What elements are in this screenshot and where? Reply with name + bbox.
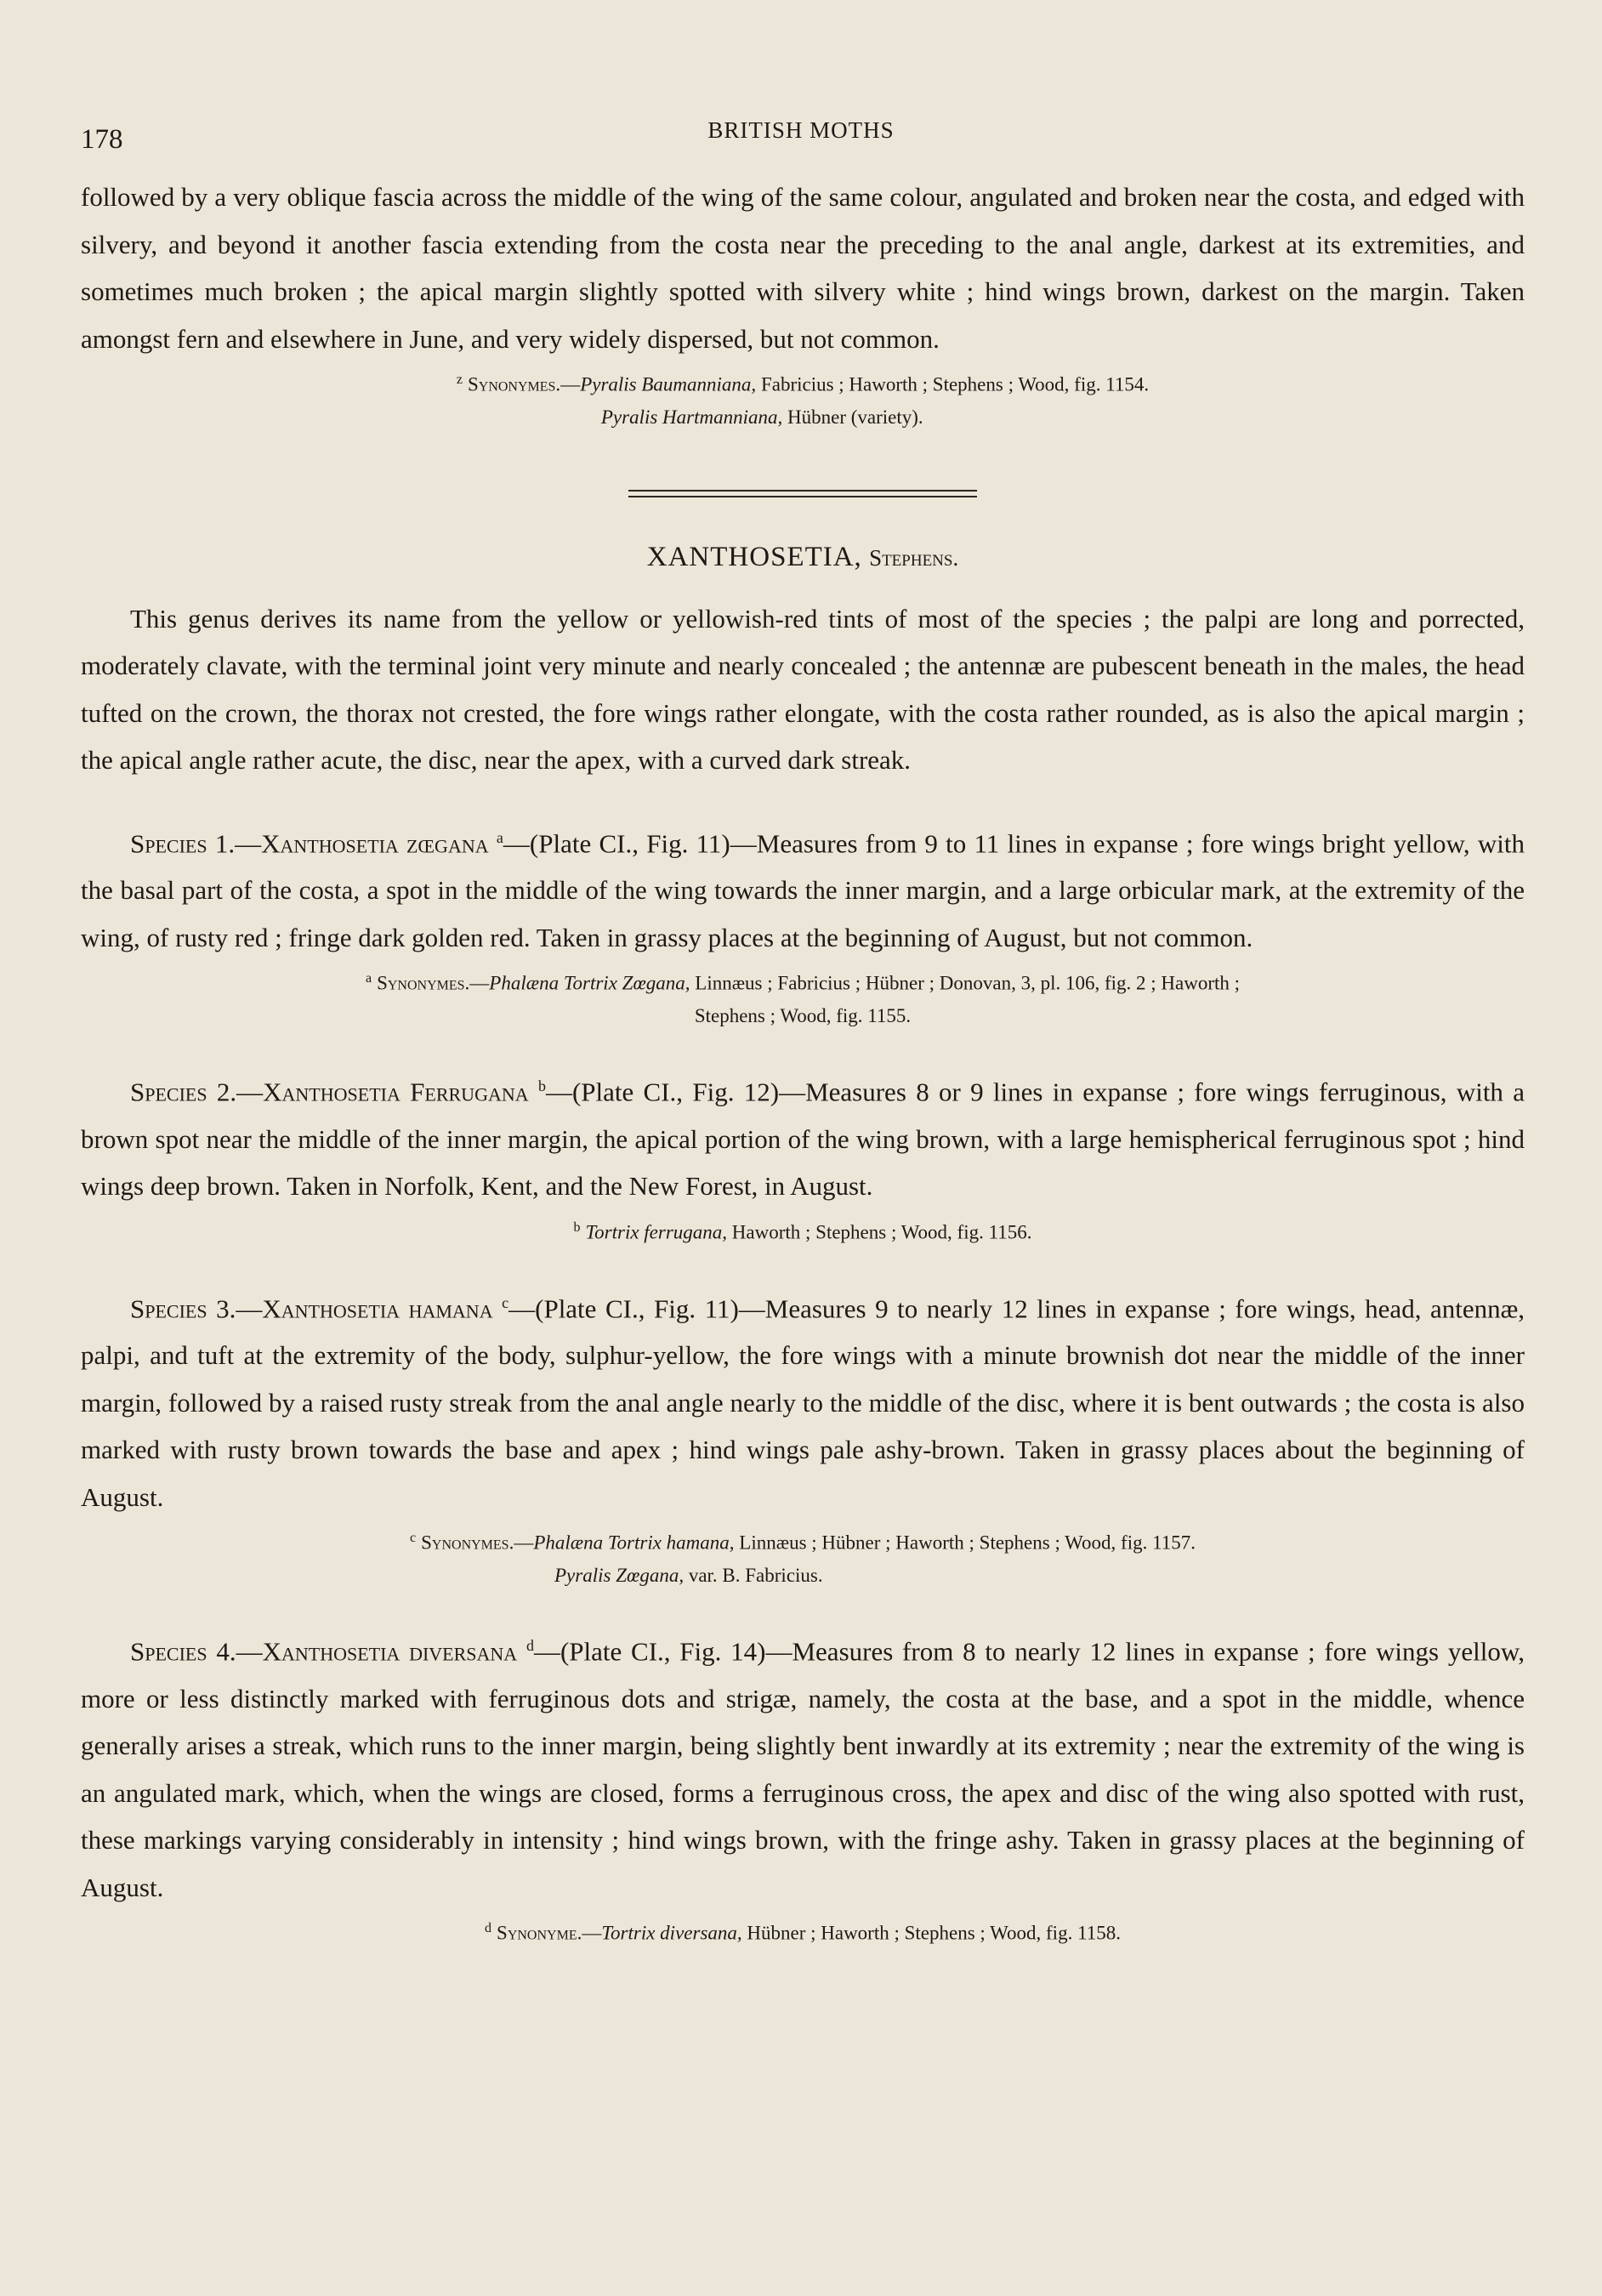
section-divider — [628, 490, 977, 492]
footnote-b — [81, 1212, 1525, 1249]
species-label: Species 3.—Xanthosetia hamana — [130, 1293, 493, 1323]
footnote-ref: c — [502, 1293, 509, 1311]
genus-name: XANTHOSETIA, — [646, 541, 862, 572]
footnote-ref: b — [537, 1077, 546, 1095]
footnote-marker: a — [365, 971, 372, 986]
footnote-italic: Pyralis Baumanniana, — [580, 373, 757, 395]
page-number: 178 — [81, 124, 123, 155]
running-head: BRITISH MOTHS — [707, 117, 895, 143]
footnote-d — [81, 1912, 1525, 1950]
footnote-line-2 — [457, 401, 1149, 434]
species-1 — [81, 815, 1525, 1032]
genus-description: This genus derives its name from the yellow or yellowish-red tints of most of the species ; the palpi are long and porrected, moderately clavate, with the terminal joint very minute and nearly concealed ; the antennæ are pubescent beneath in the males, the head tufted on the crown, the thorax not crested, the fore wings rather elongate, with the costa rather rounded, as is also the apical margin ; the apical angle rather acute, the disc, near the apex, with a curved dark streak. — [81, 603, 1525, 776]
footnote-ref: d — [525, 1637, 534, 1655]
species-4 — [81, 1623, 1525, 1950]
footnote-text: Linnæus ; Hübner ; Haworth ; Stephens ; Wood, fig. 1157. — [734, 1532, 1196, 1554]
footnote-line-2 — [410, 1560, 1196, 1592]
footnote-text: Haworth ; Stephens ; Wood, fig. 1156. — [727, 1221, 1032, 1243]
species-2 — [81, 1063, 1525, 1248]
species-3 — [81, 1280, 1525, 1592]
footnote-label: Synonymes.— — [421, 1532, 534, 1554]
footnote-marker: z — [456, 372, 463, 387]
species-paragraph — [81, 815, 1525, 962]
species-label: Species 2.—Xanthosetia Ferrugana — [130, 1077, 529, 1107]
footnote-label: Synonyme.— — [497, 1923, 602, 1945]
species-paragraph — [81, 1063, 1525, 1210]
footnote-line-2 — [366, 1000, 1240, 1032]
page-header — [81, 116, 1521, 158]
footnote-label: Synonymes.— — [377, 973, 490, 995]
footnote-text: Fabricius ; Haworth ; Stephens ; Wood, fig. 1154. — [756, 373, 1150, 395]
species-paragraph — [81, 1280, 1525, 1521]
footnote-z — [81, 364, 1525, 434]
footnote-marker: d — [485, 1921, 492, 1936]
footnote-italic: Pyralis Hartmanniana, — [600, 406, 783, 428]
species-paragraph — [81, 1623, 1525, 1911]
genus-author: Stephens. — [869, 544, 959, 571]
species-label: Species 4.—Xanthosetia diversana — [130, 1636, 518, 1667]
footnote-text: Linnæus ; Fabricius ; Hübner ; Donovan, 3, pl. 106, fig. 2 ; Haworth ; — [690, 973, 1241, 995]
footnote-c — [81, 1522, 1525, 1592]
footnote-italic: Phalæna Tortrix Zœgana, — [489, 973, 690, 995]
page-content — [81, 173, 1525, 1950]
species-text: —(Plate CI., Fig. 14)—Measures from 8 to nearly 12 lines in expanse ; fore wings yellow, more or less distinctly marked with ferruginous dots and strigæ, namely, the costa at the base, and a spot in the middle, whence generally arises a streak, which runs to the inner margin, being slightly bent inwardly at its extremity ; near the extremity of the wing is an angulated mark, which, when the wings are closed, forms a ferruginous cross, the apex and disc of the wing also spotted with rust, these markings varying considerably in intensity ; hind wings brown, with the fringe ashy. Taken in grassy places at the beginning of August. — [81, 1636, 1525, 1902]
species-label: Species 1.—Xanthosetia zœgana — [130, 827, 489, 858]
footnote-italic: Pyralis Zœgana, — [554, 1565, 685, 1587]
footnote-text: var. B. Fabricius. — [684, 1565, 823, 1587]
footnote-text: Stephens ; Wood, fig. 1155. — [694, 1005, 912, 1027]
intro-paragraph: followed by a very oblique fascia across the middle of the wing of the same colour, angulated and broken near the costa, and edged with silvery, and beyond it another fascia extending from the costa near the preceding to the anal angle, darkest at its extremities, and sometimes much broken ; the apical margin slightly spotted with silvery white ; hind wings brown, darkest on the margin. Taken amongst fern and elsewhere in June, and very widely dispersed, but not common. — [81, 182, 1525, 354]
footnote-marker: c — [410, 1531, 417, 1546]
footnote-italic: Tortrix diversana, — [601, 1923, 742, 1945]
footnote-label: Synonymes.— — [467, 373, 581, 395]
footnote-italic: Tortrix ferrugana, — [585, 1221, 728, 1243]
species-text: —(Plate CI., Fig. 11)—Measures 9 to nearly 12 lines in expanse ; fore wings, head, antennæ, palpi, and tuft at the extremity of the body, sulphur-yellow, the fore wings with a minute brownish dot near the middle of the inner margin, followed by a raised rusty streak from the anal angle nearly to the middle of the disc, where it is bent outwards ; the costa is also marked with rusty brown towards the base and apex ; hind wings pale ashy-brown. Taken in grassy places about the beginning of August. — [81, 1293, 1525, 1512]
footnote-text: Hübner ; Haworth ; Stephens ; Wood, fig. 1158. — [741, 1923, 1121, 1945]
species-text: —(Plate CI., Fig. 11)—Measures from 9 to 11 lines in expanse ; fore wings bright yellow, with the basal part of the costa, a spot in the middle of the wing towards the inner margin, and a large orbicular mark, at the extremity of the wing, of rusty red ; fringe dark golden red. Taken in grassy places at the beginning of August, but not common. — [81, 827, 1525, 952]
species-text: —(Plate CI., Fig. 12)—Measures 8 or 9 lines in expanse ; fore wings ferruginous, with a brown spot near the middle of the inner margin, the apical portion of the wing brown, with a large hemispherical ferruginous spot ; hind wings deep brown. Taken in Norfolk, Kent, and the New Forest, in August. — [81, 1077, 1525, 1202]
footnote-text: Hübner (variety). — [782, 406, 923, 428]
footnote-italic: Phalæna Tortrix hamana, — [533, 1532, 735, 1554]
footnote-a — [81, 963, 1525, 1032]
footnote-ref: a — [496, 828, 503, 846]
section-divider — [628, 496, 977, 497]
footnote-marker: b — [573, 1219, 581, 1235]
genus-heading — [81, 542, 1525, 573]
